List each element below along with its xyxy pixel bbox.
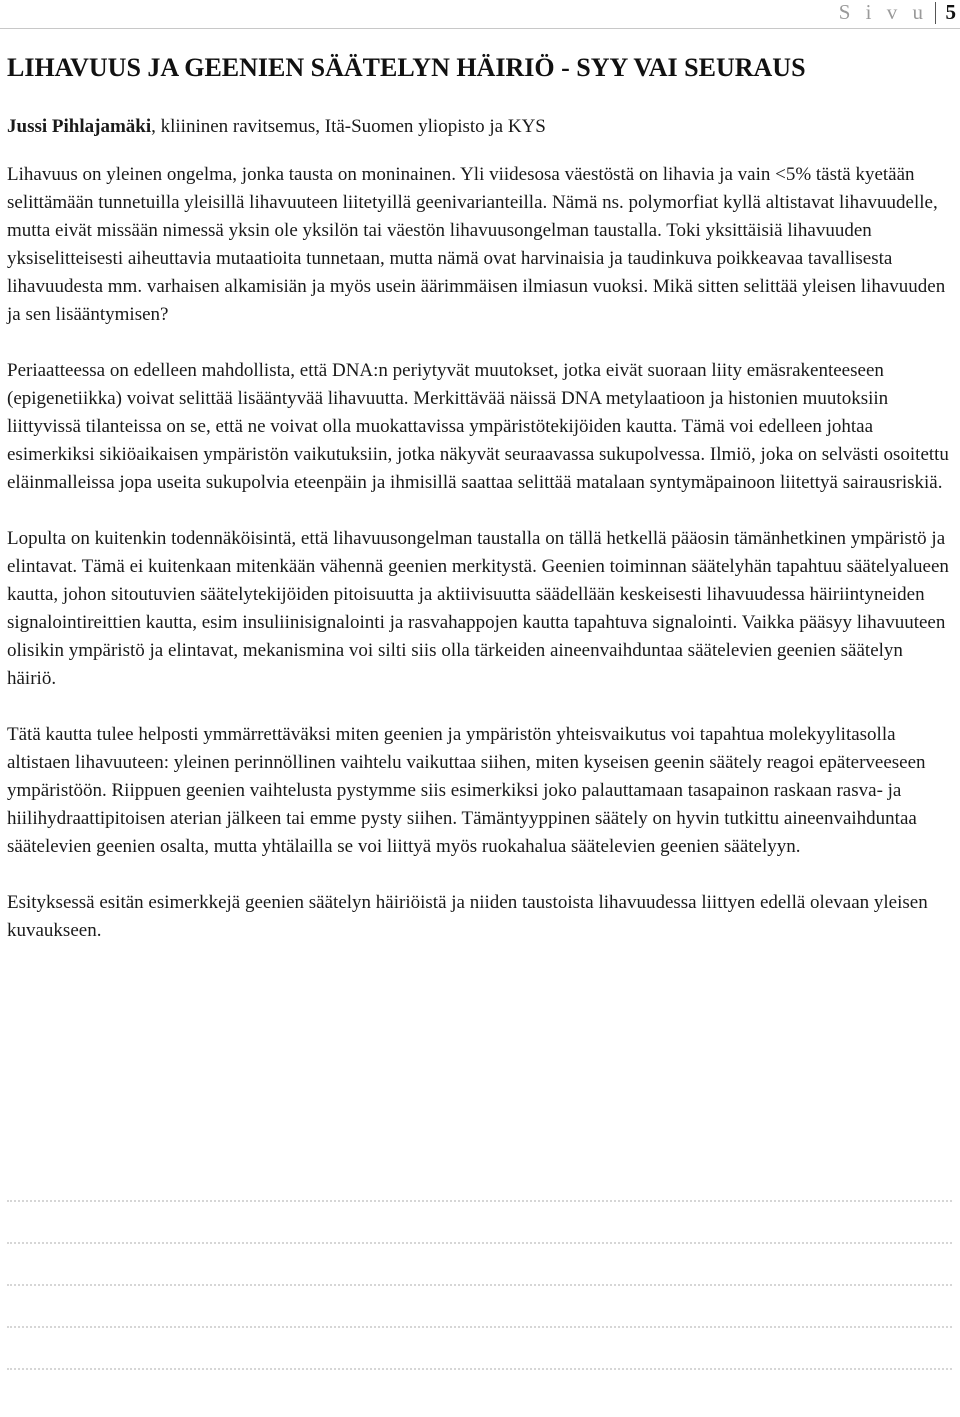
page-number: 5 <box>945 0 956 24</box>
page-separator <box>935 2 936 24</box>
author-affiliation: , kliininen ravitsemus, Itä-Suomen yliopisto ja KYS <box>151 116 546 137</box>
page-header <box>0 0 960 29</box>
dotted-line <box>7 1326 952 1328</box>
document-body <box>7 50 952 973</box>
dotted-line <box>7 1200 952 1202</box>
author-line <box>7 113 952 141</box>
document-title: LIHAVUUS JA GEENIEN SÄÄTELYN HÄIRIÖ - SYY VAI SEURAUS <box>7 53 806 82</box>
paragraph-3: Lopulta on kuitenkin todennäköisintä, että lihavuusongelman taustalla on tällä hetkellä pääosin tämänhetkinen ympäristö ja elintavat. Tämä ei kuitenkaan mitenkään vähennä geenien merkitystä. Geenien toiminnan säätelyhän tapahtuu säätelyalueen kautta, johon sitoutuvien säätelytekijöiden pitoisuutta ja aktiivisuutta säädellään keskeisesti lihavuudessa häiriintyneiden signalointireittien kautta, esim insuliinisignalointi ja rasvahappojen kautta tapahtuva signalointi. Vaikka pääsyy lihavuuteen olisikin ympäristö ja elintavat, mekanismina voi silti siis olla tärkeiden aineenvaihduntaa säätelevien geenien säätelyn häiriö. <box>7 528 949 689</box>
author-name: Jussi Pihlajamäki <box>7 116 152 137</box>
paragraph-2: Periaatteessa on edelleen mahdollista, että DNA:n periytyvät muutokset, jotka eivät suoraan liity emäsrakenteeseen (epigenetiikka) voivat selittää lisääntyvää lihavuutta. Merkittävää näissä DNA metylaatioon ja histonien muutoksiin liittyvissä tilanteissa on se, että ne voivat olla muokattavissa ympäristötekijöiden kautta. Tämä voi edelleen johtaa esimerkiksi sikiöaikaisen ympäristön vaikutuksiin, jotka näkyvät seuraavassa sukupolvessa. Ilmiö, joka on selvästi osoitettu eläinmalleissa jopa useita sukupolvia eteenpäin ja ihmisillä saattaa selittää matalaan syntymäpainoon liitettyä sairausriskiä. <box>7 360 949 493</box>
paragraph-5: Esityksessä esitän esimerkkejä geenien säätelyn häiriöistä ja niiden taustoista lihavuudessa liittyen edellä olevaan yleisen kuvaukseen. <box>7 892 928 941</box>
dotted-line <box>7 1284 952 1286</box>
dotted-line <box>7 1368 952 1370</box>
page-label: S i v u <box>838 0 928 24</box>
paragraph-4: Tätä kautta tulee helposti ymmärrettäväksi miten geenien ja ympäristön yhteisvaikutus voi tapahtua molekyylitasolla altistaen lihavuuteen: yleinen perinnöllinen vaihtelu vaikuttaa siihen, miten kyseisen geenin säätely reagoi epäterveeseen ympäristöön. Riippuen geenien vaihtelusta pystymme siis esimerkiksi joko palauttamaan tasapainon raskaan rasva- ja hiilihydraattipitoisen aterian jälkeen tai emme pysty siihen. Tämäntyyppinen säätely on hyvin tutkittu aineenvaihduntaa säätelevien geenien osalta, mutta yhtälailla se voi liittyä myös ruokahalua säätelevien geenien säätelyyn. <box>7 724 926 857</box>
dotted-line <box>7 1242 952 1244</box>
paragraph-1: Lihavuus on yleinen ongelma, jonka tausta on moninainen. Yli viidesosa väestöstä on lihavia ja vain <5% tästä kyetään selittämään tunnetuilla yleisillä lihavuuteen liitetyillä geenivarianteilla. Nämä ns. polymorfiat kyllä altistavat lihavuudelle, mutta eivät missään nimessä yksin ole yksilön tai väestön lihavuusongelman taustalla. Toki yksittäisiä lihavuuden yksiselitteisesti aiheuttavia mutaatioita tunnetaan, mutta nämä ovat harvinaisia ja taudinkuva poikkeavaa tavallisesta lihavuudesta mm. varhaisen alkamisiän ja myös usein äärimmäisen ilmiasun vuoksi. Mikä sitten selittää yleisen lihavuuden ja sen lisääntymisen? <box>7 164 946 325</box>
